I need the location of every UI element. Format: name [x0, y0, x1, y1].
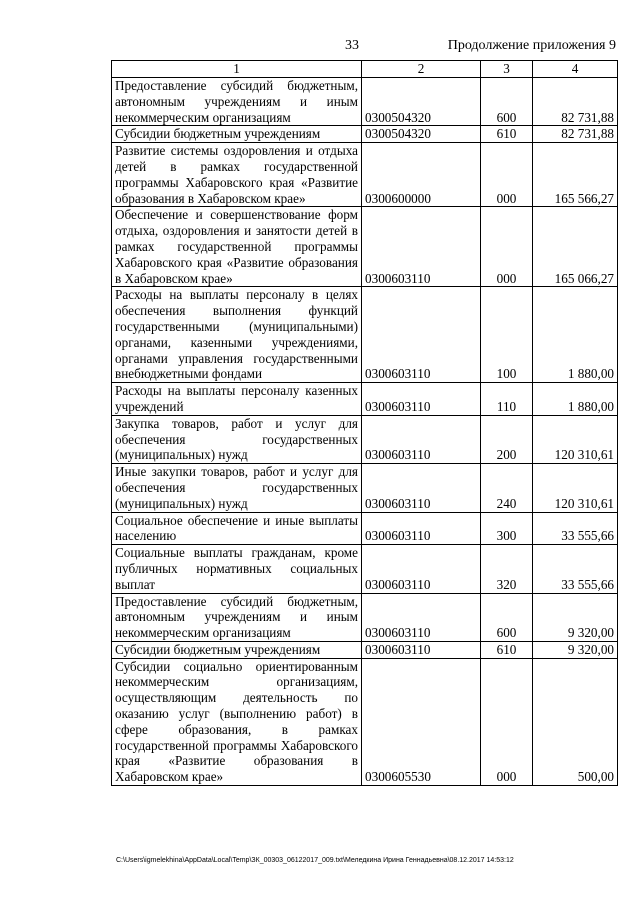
- appendix-continuation-label: Продолжение приложения 9: [447, 38, 616, 53]
- target-code-cell: 0300603110: [362, 207, 481, 287]
- column-header-2: 2: [362, 61, 481, 78]
- expense-name-cell: Расходы на выплаты персоналу в целях обеспечения выполнения функций государственными (муниципальными) органами, казенными учреждениями, органами управления государственными внебюджетными фондами: [112, 287, 362, 383]
- expense-type-cell: 320: [481, 545, 533, 593]
- expense-type-cell: 610: [481, 641, 533, 658]
- target-code-cell: 0300603110: [362, 287, 481, 383]
- amount-cell: 120 310,61: [533, 464, 618, 512]
- expense-name-cell: Субсидии бюджетным учреждениям: [112, 126, 362, 143]
- expense-type-cell: 200: [481, 415, 533, 463]
- expense-name-cell: Иные закупки товаров, работ и услуг для обеспечения государственных (муниципальных) нужд: [112, 464, 362, 512]
- target-code-cell: 0300504320: [362, 78, 481, 126]
- expense-name-cell: Закупка товаров, работ и услуг для обеспечения государственных (муниципальных) нужд: [112, 415, 362, 463]
- table-row: [112, 593, 618, 641]
- amount-cell: 1 880,00: [533, 287, 618, 383]
- target-code-cell: 0300605530: [362, 658, 481, 785]
- table-header-row: [112, 61, 618, 78]
- amount-cell: 82 731,88: [533, 78, 618, 126]
- target-code-cell: 0300603110: [362, 512, 481, 545]
- target-code-cell: 0300600000: [362, 143, 481, 207]
- expense-name-cell: Социальные выплаты гражданам, кроме публичных нормативных социальных выплат: [112, 545, 362, 593]
- amount-cell: 165 066,27: [533, 207, 618, 287]
- expense-name-cell: Предоставление субсидий бюджетным, автономным учреждениям и иным некоммерческим организациям: [112, 78, 362, 126]
- expense-type-cell: 600: [481, 593, 533, 641]
- column-header-1: 1: [112, 61, 362, 78]
- table-row: [112, 78, 618, 126]
- table-row: [112, 545, 618, 593]
- expense-type-cell: 110: [481, 383, 533, 416]
- target-code-cell: 0300603110: [362, 593, 481, 641]
- column-header-3: 3: [481, 61, 533, 78]
- budget-table: [111, 60, 618, 786]
- expense-type-cell: 100: [481, 287, 533, 383]
- table-row: [112, 658, 618, 785]
- table-row: [112, 464, 618, 512]
- table-row: [112, 126, 618, 143]
- amount-cell: 165 566,27: [533, 143, 618, 207]
- amount-cell: 500,00: [533, 658, 618, 785]
- target-code-cell: 0300603110: [362, 383, 481, 416]
- table-row: [112, 383, 618, 416]
- expense-type-cell: 600: [481, 78, 533, 126]
- column-header-4: 4: [533, 61, 618, 78]
- expense-name-cell: Расходы на выплаты персоналу казенных учреждений: [112, 383, 362, 416]
- expense-type-cell: 000: [481, 207, 533, 287]
- expense-type-cell: 240: [481, 464, 533, 512]
- amount-cell: 82 731,88: [533, 126, 618, 143]
- expense-name-cell: Обеспечение и совершенствование форм отдыха, оздоровления и занятости детей в рамках государственной программы Хабаровского края «Развитие образования в Хабаровском крае»: [112, 207, 362, 287]
- amount-cell: 9 320,00: [533, 641, 618, 658]
- amount-cell: 33 555,66: [533, 512, 618, 545]
- expense-type-cell: 610: [481, 126, 533, 143]
- target-code-cell: 0300504320: [362, 126, 481, 143]
- expense-type-cell: 000: [481, 143, 533, 207]
- amount-cell: 1 880,00: [533, 383, 618, 416]
- page-number: 33: [345, 38, 359, 53]
- table-row: [112, 207, 618, 287]
- expense-name-cell: Субсидии социально ориентированным некоммерческим организациям, осуществляющим деятельность по оказанию услуг (выполнению работ) в сфере образования, в рамках государственной программы Хабаровского края «Развитие образования в Хабаровском крае»: [112, 658, 362, 785]
- amount-cell: 33 555,66: [533, 545, 618, 593]
- table-row: [112, 287, 618, 383]
- expense-name-cell: Субсидии бюджетным учреждениям: [112, 641, 362, 658]
- target-code-cell: 0300603110: [362, 415, 481, 463]
- file-path-footer: C:\Users\igmelekhina\AppData\Local\Temp\ЗК_00303_06122017_009.txt\Меледкина Ирина Геннадьевна\08.12.2017 14:53:12: [116, 857, 514, 864]
- target-code-cell: 0300603110: [362, 641, 481, 658]
- table-row: [112, 512, 618, 545]
- target-code-cell: 0300603110: [362, 545, 481, 593]
- table-row: [112, 641, 618, 658]
- table-row: [112, 143, 618, 207]
- expense-type-cell: 000: [481, 658, 533, 785]
- expense-type-cell: 300: [481, 512, 533, 545]
- expense-name-cell: Социальное обеспечение и иные выплаты населению: [112, 512, 362, 545]
- table-body: [112, 78, 618, 786]
- table-row: [112, 415, 618, 463]
- target-code-cell: 0300603110: [362, 464, 481, 512]
- expense-name-cell: Предоставление субсидий бюджетным, автономным учреждениям и иным некоммерческим организациям: [112, 593, 362, 641]
- amount-cell: 9 320,00: [533, 593, 618, 641]
- amount-cell: 120 310,61: [533, 415, 618, 463]
- expense-name-cell: Развитие системы оздоровления и отдыха детей в рамках государственной программы Хабаровского края «Развитие образования в Хабаровском крае»: [112, 143, 362, 207]
